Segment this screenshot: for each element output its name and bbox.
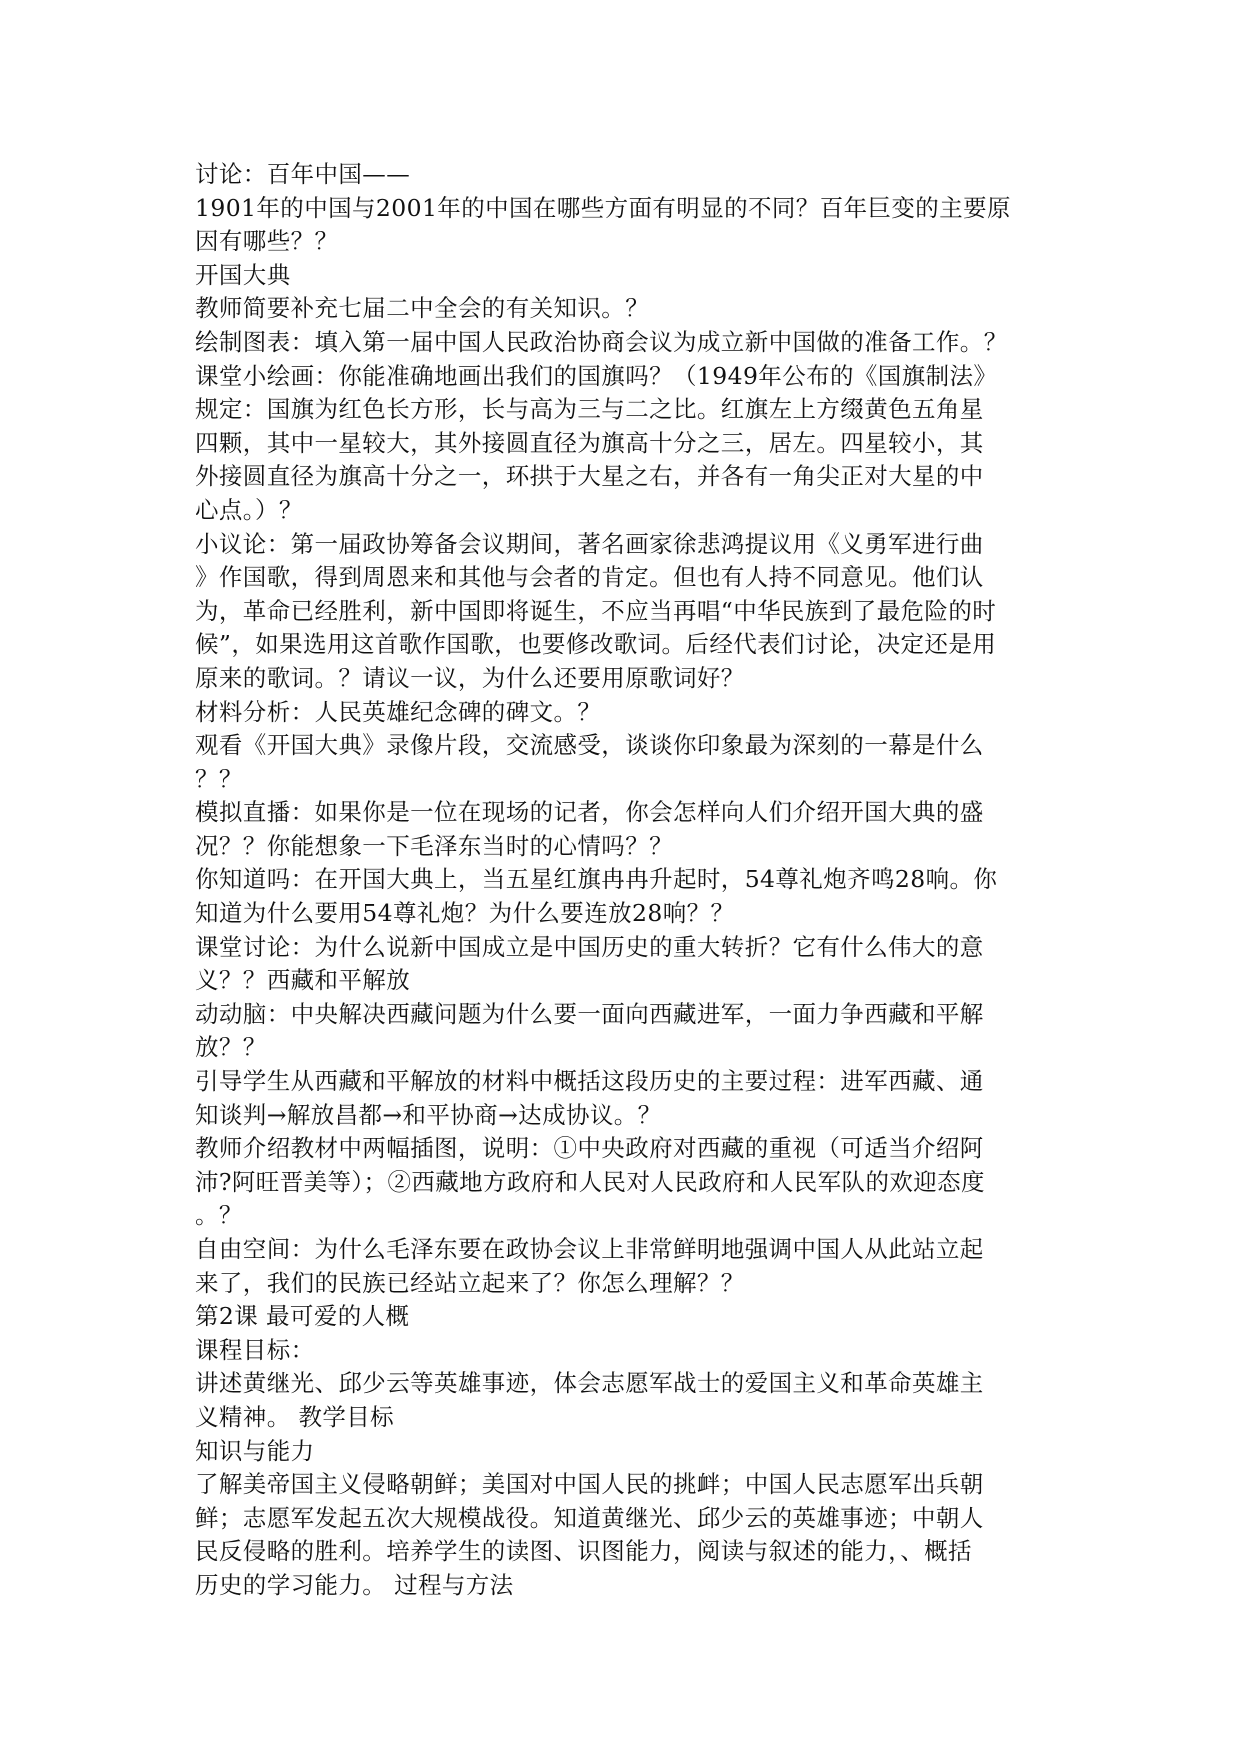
text-line: 知道为什么要用54尊礼炮？为什么要连放28响？？ xyxy=(195,899,735,928)
text-line: 鲜；志愿军发起五次大规模战役。知道黄继光、邱少云的英雄事迹；中朝人 xyxy=(195,1503,984,1532)
text-line: 教师介绍教材中两幅插图，说明：①中央政府对西藏的重视（可适当介绍阿 xyxy=(195,1134,984,1163)
text-line: 材料分析：人民英雄纪念碑的碑文。？ xyxy=(195,697,602,726)
text-line: 义？？西藏和平解放 xyxy=(195,966,411,995)
text-line: 模拟直播：如果你是一位在现场的记者，你会怎样向人们介绍开国大典的盛 xyxy=(195,798,984,827)
text-line: 你知道吗：在开国大典上，当五星红旗冉冉升起时，54尊礼炮齐鸣28响。你 xyxy=(195,865,998,894)
text-line: 小议论：第一届政协筹备会议期间，著名画家徐悲鸿提议用《义勇军进行曲 xyxy=(195,529,984,558)
text-line: 课堂小绘画：你能准确地画出我们的国旗吗？（1949年公布的《国旗制法》 xyxy=(195,361,998,390)
text-line: 心点。）？ xyxy=(195,495,303,524)
text-line: 引导学生从西藏和平解放的材料中概括这段历史的主要过程：进军西藏、通 xyxy=(195,1067,984,1096)
text-line: 原来的歌词。？请议一议，为什么还要用原歌词好？ xyxy=(195,663,745,692)
text-line: 历史的学习能力。 过程与方法 xyxy=(195,1570,514,1599)
text-line: 动动脑：中央解决西藏问题为什么要一面向西藏进军，一面力争西藏和平解 xyxy=(195,999,984,1028)
text-line: 四颗，其中一星较大，其外接圆直径为旗高十分之三，居左。四星较小，其 xyxy=(195,428,984,457)
section-heading: 课程目标： xyxy=(195,1335,315,1364)
text-line: ？？ xyxy=(195,764,243,793)
text-line: 》作国歌，得到周恩来和其他与会者的肯定。但也有人持不同意见。他们认 xyxy=(195,563,984,592)
text-line: 来了，我们的民族已经站立起来了？你怎么理解？？ xyxy=(195,1268,745,1297)
text-line: 自由空间：为什么毛泽东要在政协会议上非常鲜明地强调中国人从此站立起 xyxy=(195,1235,984,1263)
text-line: 讲述黄继光、邱少云等英雄事迹，体会志愿军战士的爱国主义和革命英雄主 xyxy=(195,1369,984,1398)
text-line: 为，革命已经胜利，新中国即将诞生，不应当再唱“中华民族到了最危险的时 xyxy=(195,596,997,625)
section-heading: 知识与能力 xyxy=(195,1436,315,1465)
lesson-title: 第2课 最可爱的人概 xyxy=(195,1302,410,1331)
section-heading: 开国大典 xyxy=(195,260,291,289)
text-line: 1901年的中国与2001年的中国在哪些方面有明显的不同？百年巨变的主要原 xyxy=(195,193,1011,222)
text-line: 。？ xyxy=(195,1201,243,1230)
text-line: 了解美帝国主义侵略朝鲜；美国对中国人民的挑衅；中国人民志愿军出兵朝 xyxy=(195,1470,984,1499)
text-line: 教师简要补充七届二中全会的有关知识。？ xyxy=(195,294,650,323)
text-line: 义精神。 教学目标 xyxy=(195,1402,395,1431)
text-line: 候”，如果选用这首歌作国歌，也要修改歌词。后经代表们讨论，决定还是用 xyxy=(195,630,997,659)
text-line: 沛?阿旺晋美等）；②西藏地方政府和人民对人民政府和人民军队的欢迎态度 xyxy=(195,1167,985,1196)
document-body xyxy=(195,158,1045,1603)
text-line: 知谈判→解放昌都→和平协商→达成协议。？ xyxy=(195,1100,662,1129)
text-line: 外接圆直径为旗高十分之一，环拱于大星之右，并各有一角尖正对大星的中 xyxy=(195,462,984,491)
text-line: 放？？ xyxy=(195,1033,267,1062)
text-line: 民反侵略的胜利。培养学生的读图、识图能力，阅读与叙述的能力，、概括 xyxy=(195,1537,972,1566)
text-line: 况？？你能想象一下毛泽东当时的心情吗？？ xyxy=(195,831,673,860)
text-line: 规定：国旗为红色长方形，长与高为三与二之比。红旗左上方缀黄色五角星 xyxy=(195,395,984,424)
text-line: 讨论：百年中国—— xyxy=(195,160,411,188)
text-line: 观看《开国大典》录像片段，交流感受，谈谈你印象最为深刻的一幕是什么 xyxy=(195,731,984,760)
text-line: 课堂讨论：为什么说新中国成立是中国历史的重大转折？它有什么伟大的意 xyxy=(195,932,984,961)
text-line: 绘制图表：填入第一届中国人民政治协商会议为成立新中国做的准备工作。？ xyxy=(195,327,1008,356)
text-line: 因有哪些？？ xyxy=(195,227,339,256)
